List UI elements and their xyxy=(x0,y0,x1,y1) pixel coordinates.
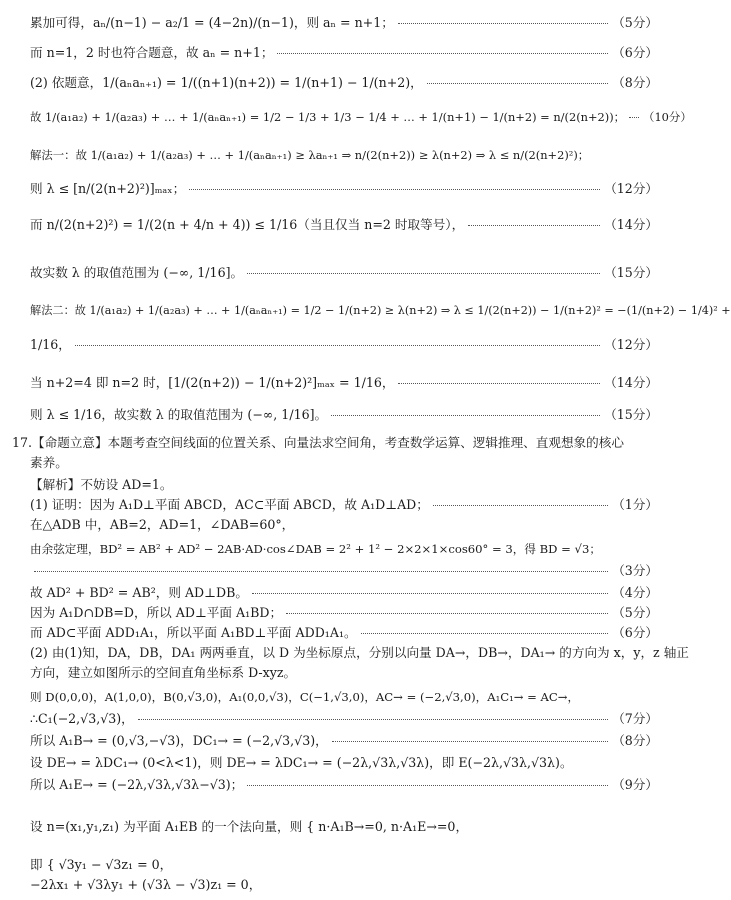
line-text: 设 DE→ = λDC₁→ (0<λ<1)，则 DE→ = λDC₁→ = (−2λ,√3λ,√3λ)，即 E(−2λ,√3λ,√3λ)。 xyxy=(30,755,573,770)
line-text: 故实数 λ 的取值范围为 (−∞, 1/16]。 xyxy=(30,265,244,280)
line-text: 因为 A₁D∩DB=D，所以 AD⊥平面 A₁BD； xyxy=(30,605,283,620)
score: （7分） xyxy=(612,711,658,726)
solution-line-4 xyxy=(30,108,692,126)
question-17-intent xyxy=(12,434,658,452)
score: （5分） xyxy=(612,15,658,30)
solution-line-1 xyxy=(30,14,658,32)
solution-line-9 xyxy=(30,302,731,320)
line-text: 【解析】不妨设 AD=1。 xyxy=(30,477,173,492)
score: （15分） xyxy=(604,265,658,280)
line-text: 故 AD² + BD² = AB²，则 AD⊥DB。 xyxy=(30,585,248,600)
line-text: 所以 A₁B→ = (0,√3,−√3)，DC₁→ = (−2,√3,√3)， xyxy=(30,733,328,748)
solution-line-31 xyxy=(30,856,658,874)
solution-line-10 xyxy=(30,336,658,354)
line-text: (1) 证明：因为 A₁D⊥平面 ABCD，AC⊂平面 ABCD，故 A₁D⊥AD； xyxy=(30,497,429,512)
line-text: 则 D(0,0,0)，A(1,0,0)，B(0,√3,0)，A₁(0,0,√3)，C(−1,√3,0)，AC→ = (−2,√3,0)，A₁C₁→ = AC→， xyxy=(30,690,580,704)
leader-dots xyxy=(332,740,608,742)
score: （6分） xyxy=(612,625,658,640)
line-text: 素养。 xyxy=(30,455,68,470)
line-text: 即 { √3y₁ − √3z₁ = 0， xyxy=(30,857,173,872)
leader-dots xyxy=(252,592,608,594)
line-text: 17.【命题立意】本题考查空间线面的位置关系、向量法求空间角，考查数学运算、逻辑推理、直观想象的核心 xyxy=(12,435,624,450)
line-text: 则 λ ≤ [n/(2(n+2)²)]ₘₐₓ； xyxy=(30,181,186,196)
score: （5分） xyxy=(612,605,658,620)
solution-line-12 xyxy=(30,406,658,424)
solution-line-18 xyxy=(30,540,658,558)
leader-dots xyxy=(629,116,639,118)
line-text: 由余弦定理，BD² = AB² + AD² − 2AB·AD·cos∠DAB = 2² + 1² − 2×2×1×cos60° = 3，得 BD = √3； xyxy=(30,542,601,556)
solution-line-28 xyxy=(30,754,658,772)
score: （1分） xyxy=(612,497,658,512)
leader-dots xyxy=(75,344,600,346)
line-text: 而 n/(2(n+2)²) = 1/(2(n + 4/n + 4)) ≤ 1/16（当且仅当 n=2 时取等号）， xyxy=(30,217,465,232)
line-text: (2) 由(1)知，DA，DB，DA₁ 两两垂直，以 D 为坐标原点，分别以向量 DA→，DB→，DA₁→ 的方向为 x，y，z 轴正 xyxy=(30,645,689,660)
score: （15分） xyxy=(604,407,658,422)
solution-line-5 xyxy=(30,146,658,164)
line-text: 解法一：故 1/(a₁a₂) + 1/(a₂a₃) + … + 1/(aₙaₙ₊₁) ≥ λaₙ₊₁ ⇒ n/(2(n+2)) ≥ λ(n+2) ⇒ λ ≤ n/(2(n+2)²)； xyxy=(30,148,590,162)
leader-dots xyxy=(433,504,608,506)
solution-line-20 xyxy=(30,584,658,602)
score: （12分） xyxy=(604,181,658,196)
leader-dots xyxy=(286,612,608,614)
score: （10分） xyxy=(643,110,692,124)
solution-line-25 xyxy=(30,688,658,706)
solution-line-7 xyxy=(30,216,658,234)
leader-dots xyxy=(34,570,608,572)
solution-line-3 xyxy=(30,74,658,92)
line-text: 累加可得，aₙ/(n−1) − a₂/1 = (4−2n)/(n−1)，则 aₙ = n+1； xyxy=(30,15,394,30)
solution-line-21 xyxy=(30,604,658,622)
solution-line-16 xyxy=(30,496,658,514)
line-text: ∴C₁(−2,√3,√3)， xyxy=(30,711,134,726)
line-text: −2λx₁ + √3λy₁ + (√3λ − √3)z₁ = 0， xyxy=(30,877,262,892)
solution-line-11 xyxy=(30,374,658,392)
line-text: 则 λ ≤ 1/16，故实数 λ 的取值范围为 (−∞, 1/16]。 xyxy=(30,407,328,422)
solution-line-30 xyxy=(30,818,658,836)
score: （6分） xyxy=(612,45,658,60)
line-text: 解法二：故 1/(a₁a₂) + 1/(a₂a₃) + … + 1/(aₙaₙ₊₁) = 1/2 − 1/(n+2) ≥ λ(n+2) ⇒ λ ≤ 1/(2(n+2)) − 1/(n+2)² = −(1/(n+2) − 1/4)² + xyxy=(30,304,731,317)
line-text: 故 1/(a₁a₂) + 1/(a₂a₃) + … + 1/(aₙaₙ₊₁) = 1/2 − 1/3 + 1/3 − 1/4 + … + 1/(n+1) − 1/(n+2) = n/(2(n+2))； xyxy=(30,110,626,124)
line-text: 所以 A₁E→ = (−2λ,√3λ,√3λ−√3)； xyxy=(30,777,244,792)
leader-dots xyxy=(427,82,608,84)
leader-dots xyxy=(398,22,608,24)
line-text: 在△ADB 中，AB=2，AD=1，∠DAB=60°， xyxy=(30,517,295,532)
score: （3分） xyxy=(612,563,658,578)
leader-dots xyxy=(398,382,600,384)
score: （9分） xyxy=(612,777,658,792)
score: （12分） xyxy=(604,337,658,352)
solution-line-2 xyxy=(30,44,658,62)
leader-dots xyxy=(468,224,600,226)
line-text: 当 n+2=4 即 n=2 时，[1/(2(n+2)) − 1/(n+2)²]ₘₐₓ = 1/16， xyxy=(30,375,395,390)
line-text: 而 AD⊂平面 ADD₁A₁，所以平面 A₁BD⊥平面 ADD₁A₁。 xyxy=(30,625,357,640)
line-text: 1/16， xyxy=(30,337,71,352)
leader-dots xyxy=(277,52,608,54)
solution-line-6 xyxy=(30,180,658,198)
leader-dots xyxy=(189,188,600,190)
solution-line-24 xyxy=(30,664,658,682)
solution-line-23 xyxy=(30,644,689,662)
analysis-header xyxy=(30,476,658,494)
line-text: 方向，建立如图所示的空间直角坐标系 D-xyz。 xyxy=(30,665,297,680)
solution-line-29 xyxy=(30,776,658,794)
solution-line-27 xyxy=(30,732,658,750)
leader-dots xyxy=(138,718,608,720)
question-17-intent-cont xyxy=(30,454,658,472)
score: （14分） xyxy=(604,217,658,232)
score: （4分） xyxy=(612,585,658,600)
solution-line-8 xyxy=(30,264,658,282)
line-text: 而 n=1，2 时也符合题意，故 aₙ = n+1； xyxy=(30,45,274,60)
score: （14分） xyxy=(604,375,658,390)
line-text: (2) 依题意，1/(aₙaₙ₊₁) = 1/((n+1)(n+2)) = 1/(n+1) − 1/(n+2)， xyxy=(30,75,423,90)
solution-line-19 xyxy=(30,562,658,580)
leader-dots xyxy=(247,784,608,786)
score: （8分） xyxy=(612,75,658,90)
leader-dots xyxy=(331,414,600,416)
line-text: 设 n=(x₁,y₁,z₁) 为平面 A₁EB 的一个法向量，则 { n·A₁B→=0, n·A₁E→=0， xyxy=(30,819,469,834)
solution-line-22 xyxy=(30,624,658,642)
solution-line-32 xyxy=(30,876,658,894)
leader-dots xyxy=(361,632,609,634)
score: （8分） xyxy=(612,733,658,748)
solution-line-17 xyxy=(30,516,658,534)
leader-dots xyxy=(247,272,600,274)
solution-line-26 xyxy=(30,710,658,728)
